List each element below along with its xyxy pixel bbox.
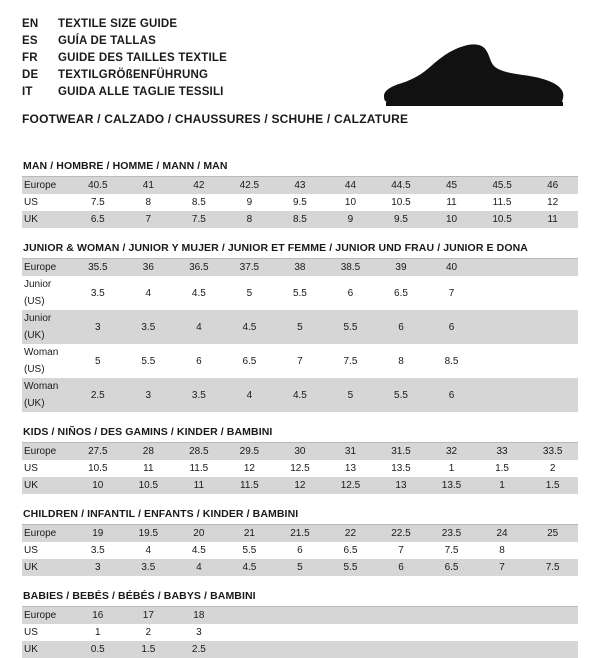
cell: 4.5 xyxy=(174,276,225,310)
footwear-heading: FOOTWEAR / CALZADO / CHAUSSURES / SCHUHE / CALZATURE xyxy=(22,112,409,126)
row-label: UK xyxy=(22,211,73,228)
cell: 10.5 xyxy=(123,477,174,494)
cell: 42 xyxy=(174,177,225,194)
cell: 5.5 xyxy=(376,378,427,412)
table-row xyxy=(22,477,578,494)
cell: 7.5 xyxy=(426,542,477,559)
cell: 8.5 xyxy=(275,211,326,228)
cell-empty xyxy=(275,641,326,658)
spacer xyxy=(22,412,578,426)
cell: 10 xyxy=(73,477,124,494)
cell xyxy=(527,542,578,559)
size-tables xyxy=(22,160,578,658)
table-row xyxy=(22,607,578,624)
cell: 4 xyxy=(123,542,174,559)
cell: 3.5 xyxy=(123,559,174,576)
cell: 5.5 xyxy=(123,344,174,378)
section-title: MAN / HOMBRE / HOMME / MANN / MAN xyxy=(22,160,578,177)
row-label: Junior (US) xyxy=(22,276,73,310)
row-label: UK xyxy=(22,559,73,576)
cell: 6 xyxy=(376,559,427,576)
cell: 11.5 xyxy=(224,477,275,494)
section-title: JUNIOR & WOMAN / JUNIOR Y MUJER / JUNIOR ET FEMME / JUNIOR UND FRAU / JUNIOR E DONA xyxy=(22,242,578,259)
table-row xyxy=(22,624,578,641)
cell xyxy=(527,310,578,344)
language-code: ES xyxy=(22,35,38,47)
row-label: Europe xyxy=(22,259,73,276)
cell: 5 xyxy=(275,559,326,576)
cell: 6 xyxy=(426,378,477,412)
dress-shoe-icon xyxy=(378,32,568,110)
table-row xyxy=(22,177,578,194)
cell-empty xyxy=(426,624,477,641)
cell: 5.5 xyxy=(325,559,376,576)
cell-empty xyxy=(275,607,326,624)
table-row xyxy=(22,525,578,542)
cell: 36.5 xyxy=(174,259,225,276)
language-code: DE xyxy=(22,69,39,81)
cell: 16 xyxy=(73,607,124,624)
cell: 9.5 xyxy=(376,211,427,228)
cell: 31.5 xyxy=(376,443,427,460)
cell: 28.5 xyxy=(174,443,225,460)
row-label: Europe xyxy=(22,443,73,460)
table-row xyxy=(22,344,578,378)
cell: 27.5 xyxy=(73,443,124,460)
row-label: US xyxy=(22,624,73,641)
cell xyxy=(477,310,528,344)
cell: 33.5 xyxy=(527,443,578,460)
table-row xyxy=(22,194,578,211)
cell: 31 xyxy=(325,443,376,460)
cell: 22 xyxy=(325,525,376,542)
cell: 7.5 xyxy=(73,194,124,211)
cell: 39 xyxy=(376,259,427,276)
cell-empty xyxy=(325,624,376,641)
cell-empty xyxy=(275,624,326,641)
cell: 7 xyxy=(426,276,477,310)
cell: 38.5 xyxy=(325,259,376,276)
cell: 8 xyxy=(376,344,427,378)
cell: 11 xyxy=(426,194,477,211)
cell: 6 xyxy=(174,344,225,378)
cell: 3.5 xyxy=(73,276,124,310)
cell: 29.5 xyxy=(224,443,275,460)
cell: 13.5 xyxy=(426,477,477,494)
table-row xyxy=(22,559,578,576)
cell: 8.5 xyxy=(174,194,225,211)
cell: 6.5 xyxy=(73,211,124,228)
cell: 11 xyxy=(174,477,225,494)
cell: 37.5 xyxy=(224,259,275,276)
cell: 9 xyxy=(224,194,275,211)
cell: 3 xyxy=(123,378,174,412)
cell: 4.5 xyxy=(275,378,326,412)
language-code: FR xyxy=(22,52,38,64)
cell: 5 xyxy=(325,378,376,412)
cell xyxy=(527,276,578,310)
cell: 13 xyxy=(325,460,376,477)
language-title: TEXTILE SIZE GUIDE xyxy=(58,18,178,30)
cell: 1.5 xyxy=(527,477,578,494)
cell: 3.5 xyxy=(123,310,174,344)
cell-empty xyxy=(376,641,427,658)
cell-empty xyxy=(527,641,578,658)
cell: 7.5 xyxy=(174,211,225,228)
cell: 33 xyxy=(477,443,528,460)
spacer xyxy=(22,228,578,242)
cell-empty xyxy=(527,607,578,624)
cell: 28 xyxy=(123,443,174,460)
cell: 12.5 xyxy=(275,460,326,477)
cell: 21.5 xyxy=(275,525,326,542)
row-label: US xyxy=(22,460,73,477)
spacer xyxy=(22,576,578,590)
cell: 3.5 xyxy=(174,378,225,412)
cell: 1 xyxy=(426,460,477,477)
cell: 11 xyxy=(123,460,174,477)
cell: 7.5 xyxy=(527,559,578,576)
cell: 40 xyxy=(426,259,477,276)
cell-empty xyxy=(426,641,477,658)
cell: 4.5 xyxy=(224,310,275,344)
cell: 3 xyxy=(174,624,225,641)
cell: 38 xyxy=(275,259,326,276)
cell xyxy=(477,276,528,310)
table-row xyxy=(22,443,578,460)
section-junior-woman xyxy=(22,242,578,412)
cell: 2 xyxy=(123,624,174,641)
cell: 7 xyxy=(123,211,174,228)
cell: 45 xyxy=(426,177,477,194)
cell: 13 xyxy=(376,477,427,494)
cell-empty xyxy=(477,607,528,624)
cell: 5 xyxy=(224,276,275,310)
language-title: GUIDA ALLE TAGLIE TESSILI xyxy=(58,86,224,98)
cell: 12 xyxy=(224,460,275,477)
table-row xyxy=(22,378,578,412)
table-row xyxy=(22,460,578,477)
cell: 19.5 xyxy=(123,525,174,542)
cell-empty xyxy=(224,607,275,624)
cell: 4 xyxy=(174,310,225,344)
cell: 12.5 xyxy=(325,477,376,494)
table-row xyxy=(22,211,578,228)
cell: 19 xyxy=(73,525,124,542)
cell: 5.5 xyxy=(224,542,275,559)
cell: 4 xyxy=(174,559,225,576)
row-label: Europe xyxy=(22,607,73,624)
cell: 7 xyxy=(376,542,427,559)
row-label: Woman (UK) xyxy=(22,378,73,412)
cell: 5.5 xyxy=(325,310,376,344)
cell: 44 xyxy=(325,177,376,194)
cell: 5 xyxy=(275,310,326,344)
cell: 6 xyxy=(325,276,376,310)
cell: 40.5 xyxy=(73,177,124,194)
cell: 24 xyxy=(477,525,528,542)
language-row xyxy=(22,18,227,35)
row-label: UK xyxy=(22,477,73,494)
cell: 2 xyxy=(527,460,578,477)
cell: 46 xyxy=(527,177,578,194)
language-row xyxy=(22,52,227,69)
language-title: TEXTILGRÖßENFÜHRUNG xyxy=(58,69,209,81)
cell: 1 xyxy=(73,624,124,641)
language-row xyxy=(22,35,227,52)
row-label: US xyxy=(22,542,73,559)
table-row xyxy=(22,542,578,559)
cell: 41 xyxy=(123,177,174,194)
cell: 45.5 xyxy=(477,177,528,194)
cell: 43 xyxy=(275,177,326,194)
size-table xyxy=(22,259,578,412)
cell xyxy=(477,344,528,378)
size-table xyxy=(22,607,578,658)
row-label: Junior (UK) xyxy=(22,310,73,344)
size-table xyxy=(22,177,578,228)
cell: 18 xyxy=(174,607,225,624)
cell: 25 xyxy=(527,525,578,542)
cell xyxy=(477,259,528,276)
section-title: KIDS / NIÑOS / DES GAMINS / KINDER / BAMBINI xyxy=(22,426,578,443)
cell: 6 xyxy=(376,310,427,344)
cell: 6 xyxy=(275,542,326,559)
cell: 13.5 xyxy=(376,460,427,477)
cell-empty xyxy=(224,624,275,641)
row-label: Europe xyxy=(22,177,73,194)
cell: 9 xyxy=(325,211,376,228)
cell-empty xyxy=(477,641,528,658)
cell xyxy=(527,259,578,276)
cell-empty xyxy=(426,607,477,624)
cell: 7 xyxy=(275,344,326,378)
cell: 2.5 xyxy=(174,641,225,658)
cell: 30 xyxy=(275,443,326,460)
cell: 4 xyxy=(224,378,275,412)
cell: 3 xyxy=(73,559,124,576)
table-row xyxy=(22,310,578,344)
table-row xyxy=(22,259,578,276)
cell: 36 xyxy=(123,259,174,276)
cell-empty xyxy=(477,624,528,641)
size-table xyxy=(22,443,578,494)
cell: 5.5 xyxy=(275,276,326,310)
cell xyxy=(527,344,578,378)
row-label: US xyxy=(22,194,73,211)
table-row xyxy=(22,276,578,310)
cell: 8 xyxy=(224,211,275,228)
cell: 3 xyxy=(73,310,124,344)
cell: 4.5 xyxy=(174,542,225,559)
cell: 3.5 xyxy=(73,542,124,559)
language-row xyxy=(22,69,227,86)
cell: 10 xyxy=(426,211,477,228)
section-babies xyxy=(22,590,578,658)
cell: 35.5 xyxy=(73,259,124,276)
cell: 11.5 xyxy=(174,460,225,477)
cell: 10 xyxy=(325,194,376,211)
cell: 6.5 xyxy=(224,344,275,378)
cell: 6 xyxy=(426,310,477,344)
cell: 1.5 xyxy=(477,460,528,477)
language-code: EN xyxy=(22,18,39,30)
cell: 10.5 xyxy=(376,194,427,211)
cell: 11 xyxy=(527,211,578,228)
cell: 20 xyxy=(174,525,225,542)
spacer xyxy=(22,494,578,508)
cell: 7.5 xyxy=(325,344,376,378)
cell: 0.5 xyxy=(73,641,124,658)
cell: 6.5 xyxy=(325,542,376,559)
cell: 8 xyxy=(123,194,174,211)
cell-empty xyxy=(376,624,427,641)
cell: 42.5 xyxy=(224,177,275,194)
cell: 23.5 xyxy=(426,525,477,542)
section-title: BABIES / BEBÉS / BÉBÉS / BABYS / BAMBINI xyxy=(22,590,578,607)
language-row xyxy=(22,86,227,103)
cell: 12 xyxy=(275,477,326,494)
cell-empty xyxy=(224,641,275,658)
header xyxy=(22,16,578,126)
language-title-list xyxy=(22,18,227,103)
cell: 1.5 xyxy=(123,641,174,658)
section-children xyxy=(22,508,578,576)
cell-empty xyxy=(527,624,578,641)
section-title: CHILDREN / INFANTIL / ENFANTS / KINDER / BAMBINI xyxy=(22,508,578,525)
cell: 44.5 xyxy=(376,177,427,194)
cell: 7 xyxy=(477,559,528,576)
cell: 5 xyxy=(73,344,124,378)
table-row xyxy=(22,641,578,658)
cell: 9.5 xyxy=(275,194,326,211)
row-label: Europe xyxy=(22,525,73,542)
cell: 21 xyxy=(224,525,275,542)
cell-empty xyxy=(376,607,427,624)
section-kids xyxy=(22,426,578,494)
cell-empty xyxy=(325,641,376,658)
section-man xyxy=(22,160,578,228)
cell: 11.5 xyxy=(477,194,528,211)
cell: 6.5 xyxy=(426,559,477,576)
cell-empty xyxy=(325,607,376,624)
cell: 10.5 xyxy=(73,460,124,477)
cell xyxy=(527,378,578,412)
cell: 10.5 xyxy=(477,211,528,228)
cell: 4 xyxy=(123,276,174,310)
row-label: UK xyxy=(22,641,73,658)
cell: 12 xyxy=(527,194,578,211)
language-code: IT xyxy=(22,86,33,98)
cell: 4.5 xyxy=(224,559,275,576)
language-title: GUIDE DES TAILLES TEXTILE xyxy=(58,52,227,64)
language-title: GUÍA DE TALLAS xyxy=(58,35,156,47)
cell: 8.5 xyxy=(426,344,477,378)
cell xyxy=(477,378,528,412)
cell: 2.5 xyxy=(73,378,124,412)
cell: 1 xyxy=(477,477,528,494)
cell: 8 xyxy=(477,542,528,559)
cell: 22.5 xyxy=(376,525,427,542)
row-label: Woman (US) xyxy=(22,344,73,378)
cell: 6.5 xyxy=(376,276,427,310)
size-table xyxy=(22,525,578,576)
cell: 17 xyxy=(123,607,174,624)
cell: 32 xyxy=(426,443,477,460)
